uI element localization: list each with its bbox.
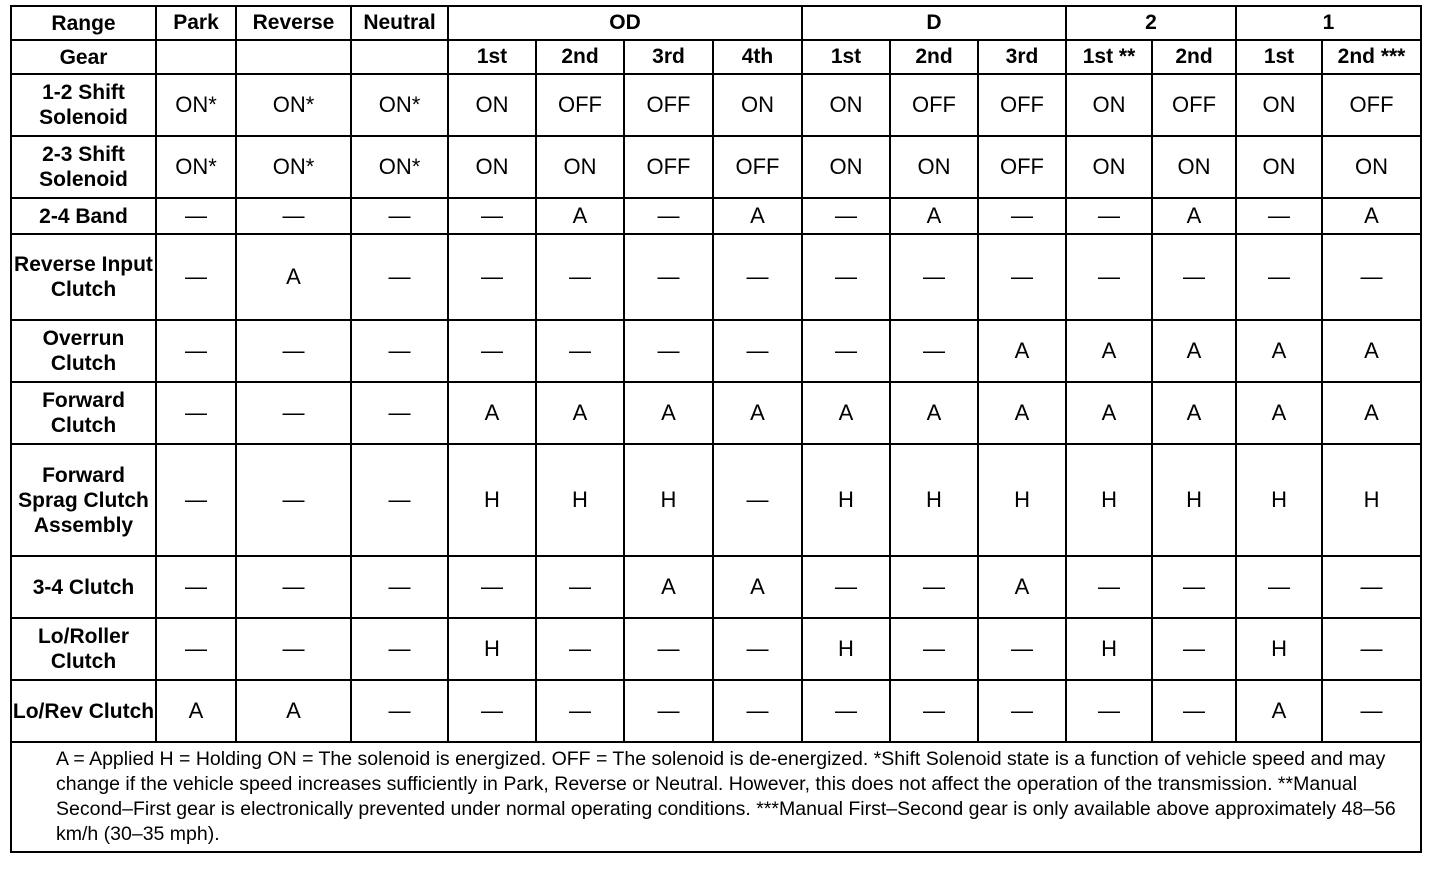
- state-cell: A: [156, 680, 236, 742]
- state-cell: OFF: [624, 136, 713, 198]
- state-cell: —: [1236, 198, 1322, 234]
- state-cell: —: [448, 198, 536, 234]
- state-cell: A: [713, 382, 802, 444]
- state-cell: ON: [536, 136, 624, 198]
- state-cell: ON: [1152, 136, 1236, 198]
- state-cell: —: [156, 556, 236, 618]
- state-cell: —: [624, 680, 713, 742]
- footnote-row: [11, 742, 1421, 852]
- row-band-2-4: [11, 198, 1421, 234]
- state-cell: —: [713, 320, 802, 382]
- state-cell: A: [1152, 382, 1236, 444]
- state-cell: —: [890, 556, 978, 618]
- state-cell: —: [156, 444, 236, 556]
- gear-cell: 1st **: [1066, 40, 1152, 74]
- gear-cell: 3rd: [978, 40, 1066, 74]
- state-cell: OFF: [890, 74, 978, 136]
- state-cell: —: [448, 320, 536, 382]
- gear-cell: [236, 40, 351, 74]
- state-cell: A: [1066, 382, 1152, 444]
- state-cell: A: [978, 320, 1066, 382]
- gear-cell: [351, 40, 448, 74]
- range-od: OD: [448, 6, 802, 40]
- state-cell: ON*: [236, 74, 351, 136]
- state-cell: —: [1322, 618, 1421, 680]
- state-cell: H: [536, 444, 624, 556]
- state-cell: A: [890, 198, 978, 234]
- range-label: Range: [11, 6, 156, 40]
- range-neutral: Neutral: [351, 6, 448, 40]
- state-cell: —: [351, 556, 448, 618]
- state-cell: A: [624, 382, 713, 444]
- state-cell: —: [351, 680, 448, 742]
- state-cell: —: [624, 234, 713, 320]
- state-cell: —: [1322, 680, 1421, 742]
- gear-cell: 1st: [1236, 40, 1322, 74]
- state-cell: —: [448, 556, 536, 618]
- range-1: 1: [1236, 6, 1421, 40]
- state-cell: A: [890, 382, 978, 444]
- state-cell: ON*: [351, 136, 448, 198]
- state-cell: OFF: [624, 74, 713, 136]
- state-cell: A: [536, 198, 624, 234]
- state-cell: A: [978, 382, 1066, 444]
- state-cell: —: [156, 234, 236, 320]
- state-cell: A: [1322, 382, 1421, 444]
- state-cell: —: [890, 618, 978, 680]
- state-cell: —: [351, 382, 448, 444]
- state-cell: —: [713, 234, 802, 320]
- state-cell: A: [713, 198, 802, 234]
- state-cell: —: [1066, 234, 1152, 320]
- state-cell: —: [890, 320, 978, 382]
- state-cell: ON: [448, 74, 536, 136]
- state-cell: OFF: [978, 136, 1066, 198]
- state-cell: OFF: [536, 74, 624, 136]
- range-header-row: [11, 6, 1421, 40]
- row-clutch-3-4: [11, 556, 1421, 618]
- state-cell: ON*: [236, 136, 351, 198]
- state-cell: —: [1152, 556, 1236, 618]
- state-cell: —: [624, 198, 713, 234]
- state-cell: —: [1066, 556, 1152, 618]
- state-cell: ON: [448, 136, 536, 198]
- state-cell: H: [1066, 618, 1152, 680]
- state-cell: —: [236, 320, 351, 382]
- state-cell: —: [802, 198, 890, 234]
- state-cell: H: [1066, 444, 1152, 556]
- state-cell: —: [1236, 234, 1322, 320]
- state-cell: A: [1152, 198, 1236, 234]
- state-cell: ON*: [156, 136, 236, 198]
- row-lo-roller-clutch: [11, 618, 1421, 680]
- range-d: D: [802, 6, 1066, 40]
- state-cell: A: [1322, 198, 1421, 234]
- state-cell: —: [236, 444, 351, 556]
- row-label: Reverse Input Clutch: [11, 234, 156, 320]
- gear-cell: [156, 40, 236, 74]
- shift-chart-sheet: [10, 5, 1420, 853]
- state-cell: —: [1322, 556, 1421, 618]
- footnote: A = Applied H = Holding ON = The solenoid is energized. OFF = The solenoid is de-energized. *Shift Solenoid state is a function of vehicle speed and may change if the vehicle speed increases sufficiently in Park, Reverse or Neutral. However, this does not affect the operation of the transmission. **Manual Second–First gear is electronically prevented under normal operating conditions. ***Manual First–Second gear is only available above approximately 48–56 km/h (30–35 mph).: [11, 742, 1421, 852]
- gear-cell: 3rd: [624, 40, 713, 74]
- range-reverse: Reverse: [236, 6, 351, 40]
- state-cell: H: [978, 444, 1066, 556]
- gear-cell: 1st: [448, 40, 536, 74]
- state-cell: ON: [713, 74, 802, 136]
- state-cell: —: [536, 320, 624, 382]
- row-forward-sprag-clutch-assembly: [11, 444, 1421, 556]
- state-cell: ON*: [156, 74, 236, 136]
- state-cell: H: [1236, 444, 1322, 556]
- state-cell: ON*: [351, 74, 448, 136]
- row-label: Forward Clutch: [11, 382, 156, 444]
- state-cell: A: [713, 556, 802, 618]
- state-cell: A: [448, 382, 536, 444]
- state-cell: —: [351, 444, 448, 556]
- state-cell: —: [802, 680, 890, 742]
- state-cell: A: [1236, 382, 1322, 444]
- state-cell: —: [802, 556, 890, 618]
- state-cell: —: [890, 234, 978, 320]
- row-label: 2-4 Band: [11, 198, 156, 234]
- range-park: Park: [156, 6, 236, 40]
- gear-cell: 4th: [713, 40, 802, 74]
- row-forward-clutch: [11, 382, 1421, 444]
- state-cell: H: [802, 618, 890, 680]
- state-cell: —: [351, 198, 448, 234]
- shift-chart-table: [10, 5, 1422, 853]
- state-cell: —: [156, 320, 236, 382]
- state-cell: —: [236, 618, 351, 680]
- state-cell: —: [802, 234, 890, 320]
- gear-cell: 2nd ***: [1322, 40, 1421, 74]
- state-cell: —: [802, 320, 890, 382]
- gear-cell: 2nd: [1152, 40, 1236, 74]
- state-cell: A: [1322, 320, 1421, 382]
- row-label: 1-2 Shift Solenoid: [11, 74, 156, 136]
- state-cell: ON: [1236, 136, 1322, 198]
- state-cell: —: [236, 382, 351, 444]
- state-cell: —: [236, 556, 351, 618]
- state-cell: A: [236, 234, 351, 320]
- state-cell: A: [236, 680, 351, 742]
- state-cell: —: [890, 680, 978, 742]
- row-label: Overrun Clutch: [11, 320, 156, 382]
- state-cell: A: [536, 382, 624, 444]
- state-cell: —: [713, 444, 802, 556]
- state-cell: —: [351, 320, 448, 382]
- state-cell: ON: [1322, 136, 1421, 198]
- row-label: Lo/Roller Clutch: [11, 618, 156, 680]
- state-cell: ON: [1066, 74, 1152, 136]
- state-cell: A: [1236, 680, 1322, 742]
- state-cell: —: [536, 618, 624, 680]
- row-overrun-clutch: [11, 320, 1421, 382]
- state-cell: —: [1152, 618, 1236, 680]
- state-cell: —: [713, 680, 802, 742]
- state-cell: —: [624, 320, 713, 382]
- state-cell: H: [448, 618, 536, 680]
- state-cell: —: [713, 618, 802, 680]
- state-cell: —: [536, 234, 624, 320]
- gear-cell: 2nd: [890, 40, 978, 74]
- state-cell: —: [156, 618, 236, 680]
- state-cell: H: [448, 444, 536, 556]
- state-cell: —: [1152, 680, 1236, 742]
- state-cell: A: [1236, 320, 1322, 382]
- row-shift-solenoid-2-3: [11, 136, 1421, 198]
- state-cell: —: [624, 618, 713, 680]
- state-cell: —: [1322, 234, 1421, 320]
- gear-cell: 2nd: [536, 40, 624, 74]
- state-cell: OFF: [978, 74, 1066, 136]
- row-label: Lo/Rev Clutch: [11, 680, 156, 742]
- state-cell: A: [624, 556, 713, 618]
- state-cell: —: [978, 234, 1066, 320]
- state-cell: —: [536, 680, 624, 742]
- state-cell: A: [1066, 320, 1152, 382]
- state-cell: —: [1066, 680, 1152, 742]
- state-cell: A: [978, 556, 1066, 618]
- state-cell: —: [156, 382, 236, 444]
- gear-cell: 1st: [802, 40, 890, 74]
- state-cell: —: [351, 618, 448, 680]
- row-label: 2-3 Shift Solenoid: [11, 136, 156, 198]
- state-cell: A: [1152, 320, 1236, 382]
- state-cell: ON: [802, 74, 890, 136]
- state-cell: —: [536, 556, 624, 618]
- state-cell: OFF: [713, 136, 802, 198]
- state-cell: ON: [890, 136, 978, 198]
- state-cell: OFF: [1152, 74, 1236, 136]
- row-label: Forward Sprag Clutch Assembly: [11, 444, 156, 556]
- gear-label: Gear: [11, 40, 156, 74]
- state-cell: ON: [1236, 74, 1322, 136]
- gear-header-row: [11, 40, 1421, 74]
- row-reverse-input-clutch: [11, 234, 1421, 320]
- state-cell: H: [1322, 444, 1421, 556]
- row-label: 3-4 Clutch: [11, 556, 156, 618]
- state-cell: —: [978, 618, 1066, 680]
- state-cell: H: [1152, 444, 1236, 556]
- state-cell: —: [156, 198, 236, 234]
- state-cell: H: [802, 444, 890, 556]
- state-cell: —: [1236, 556, 1322, 618]
- state-cell: —: [236, 198, 351, 234]
- state-cell: —: [1066, 198, 1152, 234]
- state-cell: ON: [802, 136, 890, 198]
- state-cell: —: [978, 198, 1066, 234]
- state-cell: —: [351, 234, 448, 320]
- range-2: 2: [1066, 6, 1236, 40]
- state-cell: —: [448, 680, 536, 742]
- state-cell: —: [978, 680, 1066, 742]
- state-cell: —: [448, 234, 536, 320]
- state-cell: —: [1152, 234, 1236, 320]
- state-cell: A: [802, 382, 890, 444]
- state-cell: H: [1236, 618, 1322, 680]
- state-cell: H: [890, 444, 978, 556]
- row-shift-solenoid-1-2: [11, 74, 1421, 136]
- state-cell: OFF: [1322, 74, 1421, 136]
- state-cell: ON: [1066, 136, 1152, 198]
- state-cell: H: [624, 444, 713, 556]
- row-lo-rev-clutch: [11, 680, 1421, 742]
